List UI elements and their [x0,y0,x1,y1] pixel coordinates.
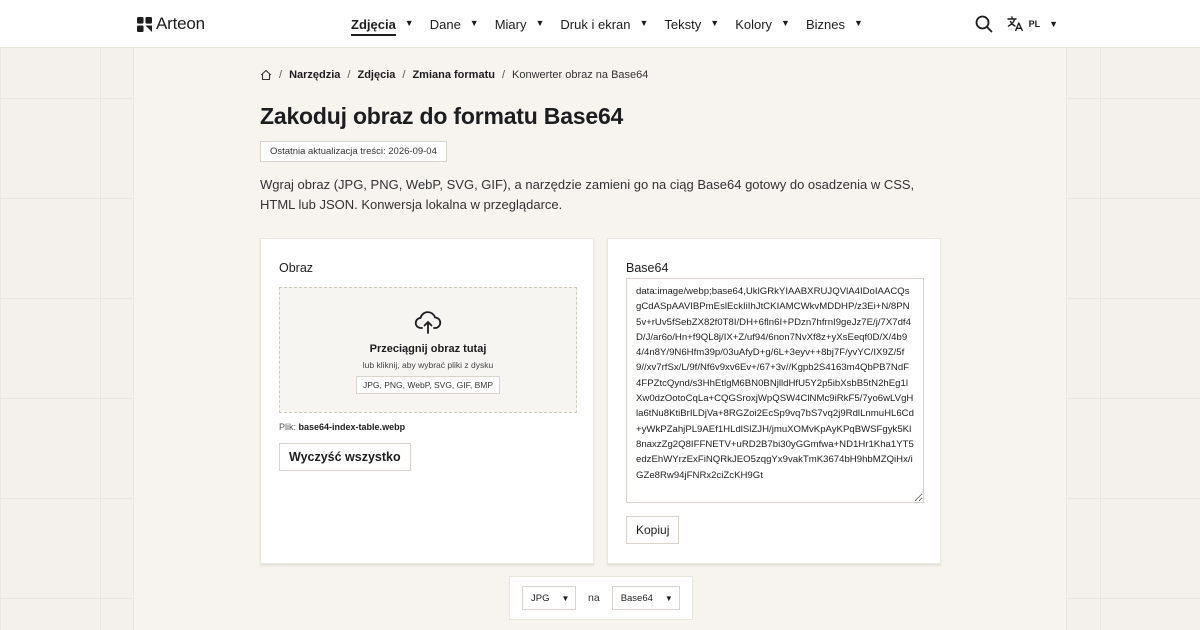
brand-logo[interactable] [137,14,205,34]
breadcrumb-link-narzedzia[interactable]: Narzędzia [289,69,341,81]
caret-down-icon: ▼ [854,18,863,28]
language-switcher[interactable] [1007,16,1058,32]
breadcrumb-link-zdjecia[interactable]: Zdjęcia [357,69,396,81]
caret-down-icon: ▼ [639,18,649,28]
nav-item-label: Miary [494,16,527,32]
breadcrumb-separator: / [347,69,351,81]
header-tools [975,0,1058,48]
last-updated-badge: Ostatnia aktualizacja treści: 2026-09-04 [260,141,447,162]
supported-formats-badge: JPG, PNG, WebP, SVG, GIF, BMP [356,376,500,394]
breadcrumb [260,69,648,81]
brand-name: Arteon [156,14,205,33]
copy-button[interactable]: Kopiuj [626,516,679,544]
base64-output-textarea[interactable]: data:image/webp;base64,UklGRkYIAABXRUJQVlA4IDoIAACQsgCdASpAAVIBPmEslEckIiIhJtCKIAMCWkvMDDHP/z3Ei+N/8PN5v+rUv5fSebZX82f0T8I/DH+6fln6I+PDzn7hfrnI9geJz7E/j/7X7df4D/J/ar6o/Hn+f9QL8j/IX+Z/uf94/6non7NvXf8z+yXsEeqf0D/X/4b94/4n8Y/9N6Hfm39p/03uAfyD+g/6L+3eyv++8bj7F/yvYC/IX9Z/5f9//xv7rfSx/L/9f/Nf6v9xv6Ev+/67+3v//Kgpb2S4163m4QbPB7NdF4FPZtcQynd/s3HhEtlgM6BN0BNjlldHfU5Y2p5ibXsbB5tN2hEg1lXw0dzOotoCqLa+CQGSroxjWpQSW4ClNMc9iRkF5/7yo6wLVgHla6tNu8KtiBrILDjVa+8RGZoi2EcSp9vq7bS7vq2j9RdlLnmuHL6Cd+yWkPZahjPL9AEf1HLdlSlZJH/jmuXOMvKpAyKPqBWSFgyk5Kl8naxzZg2Q8IFFNETV+uRD2B7bi30yGGmfwa+ND1Hr1Kha1YT5edzEhWYrzExFiNQRkJEO5zqgYx9vakTmK3674bH9hbMZQiHx/iGZe8Rw94jFNRx2ciZcKH9Gt [626,278,924,503]
breadcrumb-current: Konwerter obraz na Base64 [512,69,649,81]
page-description: Wgraj obraz (JPG, PNG, WebP, SVG, GIF), a narzędzie zamieni go na ciąg Base64 gotowy do osadzenia w CSS, HTML lub JSON. Konwersja lokalna w przeglądarce. [260,177,915,212]
top-navigation-bar [0,0,1200,48]
nav-item-zdjecia[interactable] [351,0,414,48]
nav-item-label: Zdjęcia [351,17,396,36]
target-format-value: Base64 [620,592,653,604]
cloud-upload-icon [414,308,442,336]
nav-item-biznes[interactable] [806,0,863,48]
breadcrumb-separator: / [279,69,283,81]
source-format-select[interactable] [522,586,576,610]
nav-item-label: Druk i ekran [560,16,631,32]
nav-item-miary[interactable] [495,0,545,48]
caret-down-icon: ▼ [404,18,414,28]
format-converter [509,576,693,620]
breadcrumb-separator: / [501,69,506,81]
nav-item-teksty[interactable] [664,0,719,48]
nav-item-label: Kolory [735,16,773,32]
home-icon[interactable] [260,69,272,81]
target-format-select[interactable] [612,586,680,610]
translate-icon [1007,16,1024,32]
breadcrumb-link-zmiana-formatu[interactable]: Zmiana formatu [412,69,495,81]
caret-down-icon: ▼ [710,18,720,28]
base64-card [607,238,941,564]
nav-item-kolory[interactable] [735,0,790,48]
dropzone-subtitle: lub kliknij, aby wybrać pliki z dysku [362,360,494,370]
caret-down-icon: ▼ [664,593,673,603]
arteon-logo-icon [137,17,152,32]
base64-card-title: Base64 [626,261,669,275]
nav-item-label: Biznes [805,16,845,32]
nav-item-label: Dane [429,16,461,32]
selected-file-info [279,422,405,432]
file-name: base64-index-table.webp [298,422,406,432]
source-format-value: JPG [531,592,550,604]
search-button[interactable] [975,15,993,33]
main-menu [351,0,879,48]
caret-down-icon: ▼ [561,593,570,603]
nav-item-label: Teksty [664,16,702,32]
file-label: Plik: [279,422,297,432]
content-sheet [133,48,1067,630]
caret-down-icon: ▼ [469,18,479,28]
image-card-title: Obraz [279,261,314,275]
language-code: PL [1028,19,1041,29]
nav-item-dane[interactable] [430,0,479,48]
clear-all-button[interactable]: Wyczyść wszystko [279,443,411,471]
caret-down-icon: ▼ [535,18,545,28]
page-title: Zakoduj obraz do formatu Base64 [260,103,624,129]
search-icon [975,15,993,33]
caret-down-icon: ▼ [1049,19,1058,29]
caret-down-icon: ▼ [781,18,790,28]
image-card [260,238,594,564]
image-dropzone[interactable] [279,287,577,413]
dropzone-title: Przeciągnij obraz tutaj [369,343,487,355]
nav-item-druk-i-ekran[interactable] [560,0,648,48]
converter-connector: na [588,592,600,604]
breadcrumb-separator: / [402,69,406,81]
